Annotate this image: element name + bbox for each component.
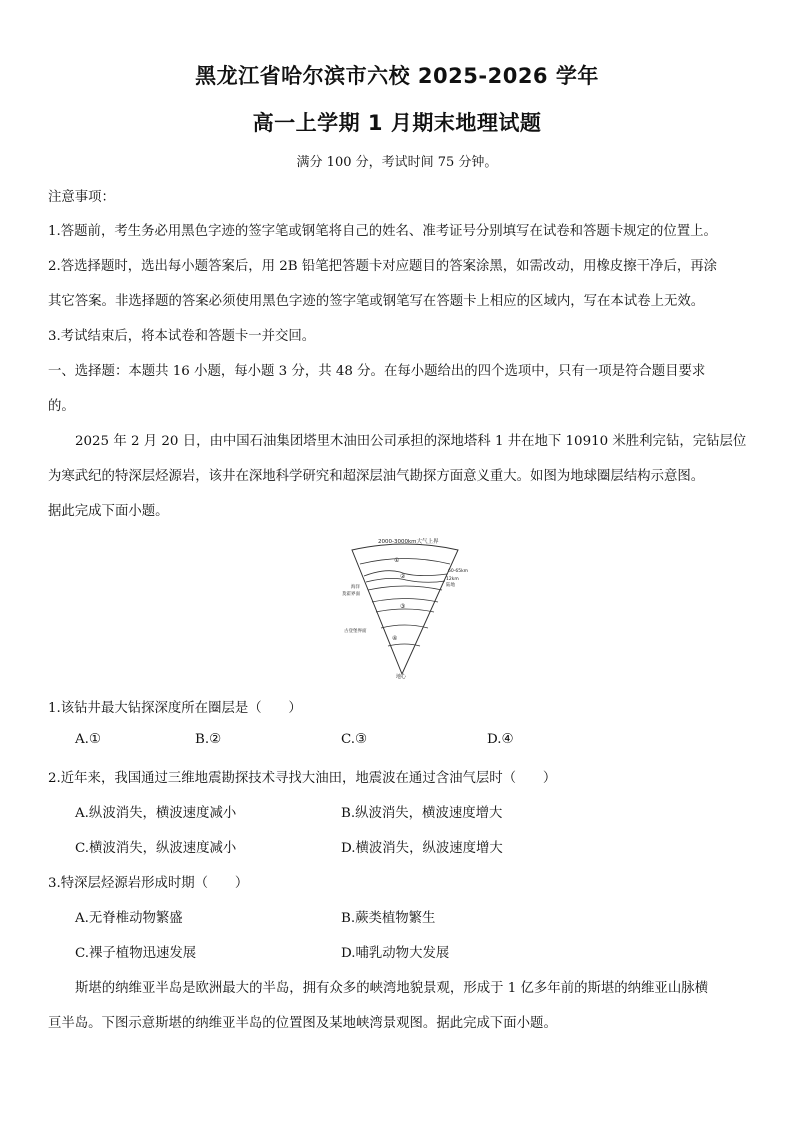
passage1-line2: 为寒武纪的特深层烃源岩，该井在深地科学研究和超深层油气勘探方面意义重大。如图为地球圈层结构示意图。 — [48, 469, 705, 484]
passage1-line1: 2025 年 2 月 20 日，由中国石油集团塔里木油田公司承担的深地塔科 1 井在地下 10910 米胜利完钻，完钻层位 — [75, 434, 747, 449]
passage1-line3: 据此完成下面小题。 — [48, 504, 169, 519]
question-1-stem: 1.该钻井最大钻探深度所在圈层是（ ） — [48, 701, 302, 716]
crust-line — [366, 578, 445, 582]
section-heading-line2: 的。 — [48, 399, 75, 414]
layer-4-label: ④ — [392, 635, 398, 642]
layer-3-label: ③ — [400, 603, 406, 610]
page-title-line2: 高一上学期 1 月期末地理试题 — [252, 111, 542, 135]
moho-line — [368, 586, 442, 590]
layer-1-label: ① — [394, 557, 400, 564]
layer-2-label: ② — [400, 573, 406, 580]
earth-center-label: 地心 — [396, 674, 407, 680]
notice-item-2-line2: 其它答案。非选择题的答案必须使用黑色字迹的签字笔或钢笔写在答题卡上相应的区域内，写在本试卷上无效。 — [48, 294, 705, 309]
question-1-option-b: B.② — [195, 732, 222, 747]
question-1-option-c: C.③ — [341, 732, 368, 747]
land-label: 陆地 — [446, 583, 455, 588]
mantle-line-1 — [372, 599, 438, 603]
notice-item-2-line1: 2.答选择题时，选出每小题答案后，用 2B 铅笔把答题卡对应题目的答案涂黑，如需改动，用橡皮擦干净后，再涂 — [48, 259, 718, 274]
ocean-label: 海洋 — [351, 585, 360, 590]
depth-label-2: 12km — [446, 577, 459, 582]
depth-label-1: 60-65km — [448, 569, 469, 574]
diagram-top-label: 2000-3000km大气上界 — [378, 539, 439, 545]
passage2-line1: 斯堪的纳维亚半岛是欧洲最大的半岛，拥有众多的峡湾地貌景观，形成于 1 亿多年前的斯堪的纳维亚山脉横 — [75, 981, 708, 996]
exam-info: 满分 100 分，考试时间 75 分钟。 — [296, 155, 498, 170]
question-2-option-a: A.纵波消失，横波速度减小 — [75, 806, 237, 821]
moho-label: 莫霍界面 — [342, 592, 360, 597]
surface-line — [364, 571, 447, 576]
gutenberg-label: 古登堡界面 — [344, 629, 367, 634]
question-3-option-d: D.哺乳动物大发展 — [341, 946, 450, 961]
question-3-option-c: C.裸子植物迅速发展 — [75, 946, 197, 961]
notice-item-3: 3.考试结束后，将本试卷和答题卡一并交回。 — [48, 329, 316, 344]
question-1-option-a: A.① — [75, 732, 101, 747]
question-3-stem: 3.特深层烃源岩形成时期（ ） — [48, 876, 249, 891]
notice-heading: 注意事项： — [48, 190, 115, 205]
question-1-option-d: D.④ — [487, 732, 514, 747]
question-2-stem: 2.近年来，我国通过三维地震勘探技术寻找大油田，地震波在通过含油气层时（ ） — [48, 771, 557, 786]
question-3-option-b: B.蕨类植物繁生 — [341, 911, 436, 926]
question-2-option-c: C.横波消失，纵波速度减小 — [75, 841, 237, 856]
question-2-option-d: D.横波消失，纵波速度增大 — [341, 841, 503, 856]
atmosphere-boundary — [360, 559, 450, 565]
page-title-line1: 黑龙江省哈尔滨市六校 2025-2026 学年 — [195, 64, 599, 88]
passage2-line2: 亘半岛。下图示意斯堪的纳维亚半岛的位置图及某地峡湾景观图。据此完成下面小题。 — [48, 1016, 557, 1031]
section-heading-line1: 一、选择题：本题共 16 小题，每小题 3 分，共 48 分。在每小题给出的四个选项中，只有一项是符合题目要求 — [48, 364, 706, 379]
question-3-option-a: A.无脊椎动物繁盛 — [75, 911, 183, 926]
question-2-option-b: B.纵波消失，横波速度增大 — [341, 806, 503, 821]
notice-item-1: 1.答题前，考生务必用黑色字迹的签字笔或钢笔将自己的姓名、准考证号分别填写在试卷和答题卡规定的位置上。 — [48, 224, 717, 239]
gutenberg-line — [381, 625, 428, 628]
earth-layers-diagram — [330, 534, 480, 680]
